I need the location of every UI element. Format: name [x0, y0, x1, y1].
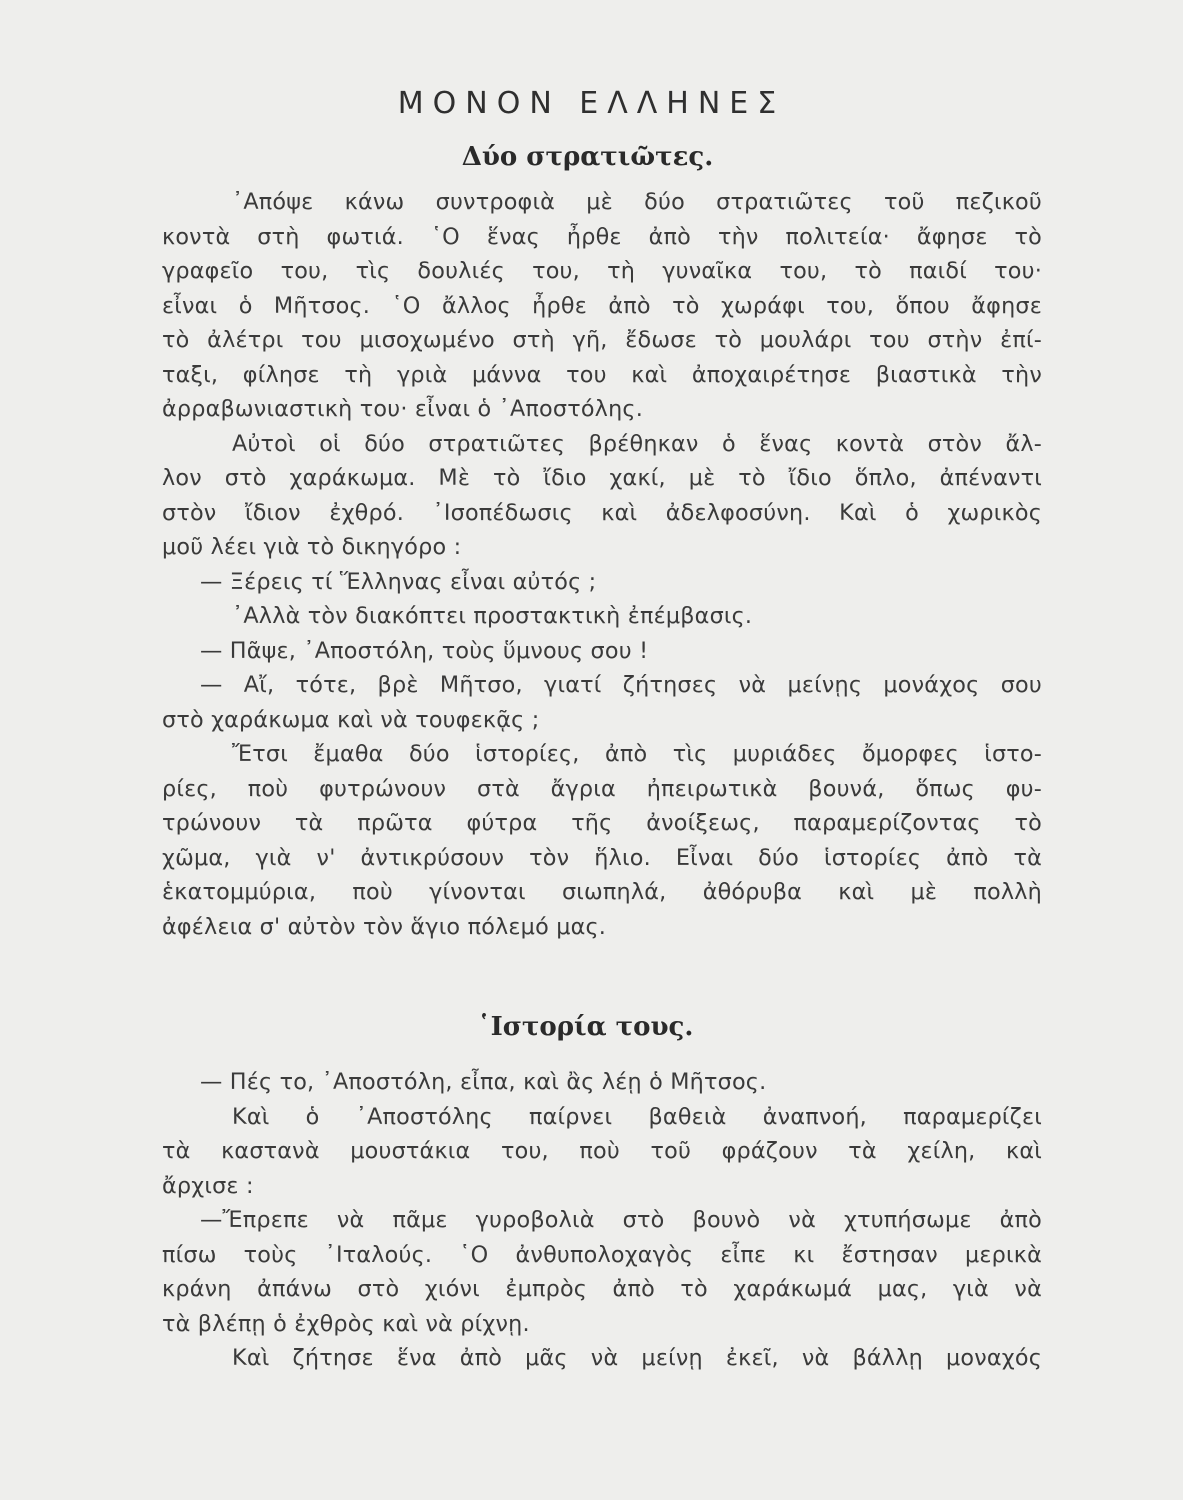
text-line: τὰ καστανὰ μουστάκια του, ποὺ τοῦ φράζουν τὰ χείλη, καὶ [162, 1138, 1042, 1164]
text-line: πίσω τοὺς ᾿Ιταλούς. ῾Ο ἀνθυπολοχαγὸς εἶπε κι ἔστησαν μερικὰ [162, 1241, 1042, 1268]
text-line: ᾿Απόψε κάνω συντροφιὰ μὲ δύο στρατιῶτες τοῦ πεζικοῦ [232, 189, 1042, 215]
text-line: ᾿Αλλὰ τὸν διακόπτει προστακτικὴ ἐπέμβασις. [232, 603, 753, 629]
section-body-their-story [162, 1065, 1042, 1376]
text-line: ἑκατομμύρια, ποὺ γίνονται σιωπηλά, ἀθόρυβα καὶ μὲ πολλὴ [162, 879, 1042, 905]
text-line: μοῦ λέει γιὰ τὸ δικηγόρο : [162, 534, 462, 560]
text-line: — Ξέρεις τί Ἕλληνας εἶναι αὐτός ; [200, 568, 597, 595]
text-line: χῶμα, γιὰ ν' ἀντικρύσουν τὸν ἥλιο. Εἶναι δύο ἱστορίες ἀπὸ τὰ [162, 844, 1042, 871]
page-header: ΜΟΝΟΝ ΕΛΛΗΝΕΣ [397, 86, 786, 121]
text-line: Ἔτσι ἔμαθα δύο ἱστορίες, ἀπὸ τὶς μυριάδες ὄμορφες ἱστο- [232, 741, 1042, 767]
text-line: — Πᾶψε, ᾿Αποστόλη, τοὺς ὕμνους σου ! [200, 637, 649, 664]
section-title-two-soldiers: Δύο στρατιῶτες. [461, 142, 714, 172]
text-line: τρώνουν τὰ πρῶτα φύτρα τῆς ἀνοίξεως, παραμερίζοντας τὸ [162, 810, 1042, 836]
text-line: τὸ ἀλέτρι του μισοχωμένο στὴ γῆ, ἔδωσε τὸ μουλάρι του στὴν ἐπί- [162, 327, 1042, 353]
text-line: γραφεῖο του, τὶς δουλιές του, τὴ γυναῖκα του, τὸ παιδί του· [162, 258, 1042, 284]
text-line: τὰ βλέπῃ ὁ ἐχθρὸς καὶ νὰ ρίχνῃ. [162, 1310, 530, 1337]
text-line: Καὶ ὁ ᾿Αποστόλης παίρνει βαθειὰ ἀναπνοή, παραμερίζει [232, 1103, 1042, 1130]
text-line: — Πές το, ᾿Αποστόλη, εἶπα, καὶ ἂς λέῃ ὁ Μῆτσος. [200, 1069, 767, 1095]
text-line: ἄρχισε : [162, 1172, 254, 1199]
section-title-their-story: ῾Ιστορία τους. [477, 1012, 694, 1042]
text-line: στὸ χαράκωμα καὶ νὰ τουφεκᾷς ; [162, 706, 540, 733]
text-line: κοντὰ στὴ φωτιά. ῾Ο ἕνας ἦρθε ἀπὸ τὴν πολιτεία· ἄφησε τὸ [162, 223, 1042, 250]
text-line: — Αἴ, τότε, βρὲ Μῆτσο, γιατί ζήτησες νὰ μείνῃς μονάχος σου [200, 672, 1042, 698]
section-body-two-soldiers [162, 185, 1042, 944]
text-line: κράνη ἀπάνω στὸ χιόνι ἐμπρὸς ἀπὸ τὸ χαράκωμά μας, γιὰ νὰ [162, 1276, 1042, 1302]
text-line: εἶναι ὁ Μῆτσος. ῾Ο ἄλλος ἦρθε ἀπὸ τὸ χωράφι του, ὅπου ἄφησε [162, 292, 1042, 319]
text-line: ἀρραβωνιαστικὴ του· εἶναι ὁ ᾿Αποστόλης. [162, 396, 643, 422]
text-line: —Ἔπρεπε νὰ πᾶμε γυροβολιὰ στὸ βουνὸ νὰ χτυπήσωμε ἀπὸ [200, 1207, 1042, 1233]
text-line: Αὐτοὶ οἱ δύο στρατιῶτες βρέθηκαν ὁ ἕνας κοντὰ στὸν ἄλ- [232, 430, 1042, 457]
text-line: ρίες, ποὺ φυτρώνουν στὰ ἄγρια ἠπειρωτικὰ βουνά, ὅπως φυ- [162, 775, 1042, 802]
text-line: λον στὸ χαράκωμα. Μὲ τὸ ἴδιο χακί, μὲ τὸ ἴδιο ὅπλο, ἀπέναντι [162, 465, 1042, 491]
text-line: ἀφέλεια σ' αὐτὸν τὸν ἅγιο πόλεμό μας. [162, 913, 607, 940]
text-line: στὸν ἴδιον ἐχθρό. ᾿Ισοπέδωσις καὶ ἀδελφοσύνη. Καὶ ὁ χωρικὸς [162, 499, 1042, 526]
text-line: ταξι, φίλησε τὴ γριὰ μάννα του καὶ ἀποχαιρέτησε βιαστικὰ τὴν [162, 361, 1042, 388]
text-line: Καὶ ζήτησε ἕνα ἀπὸ μᾶς νὰ μείνῃ ἐκεῖ, νὰ βάλλῃ μοναχός [232, 1345, 1042, 1371]
